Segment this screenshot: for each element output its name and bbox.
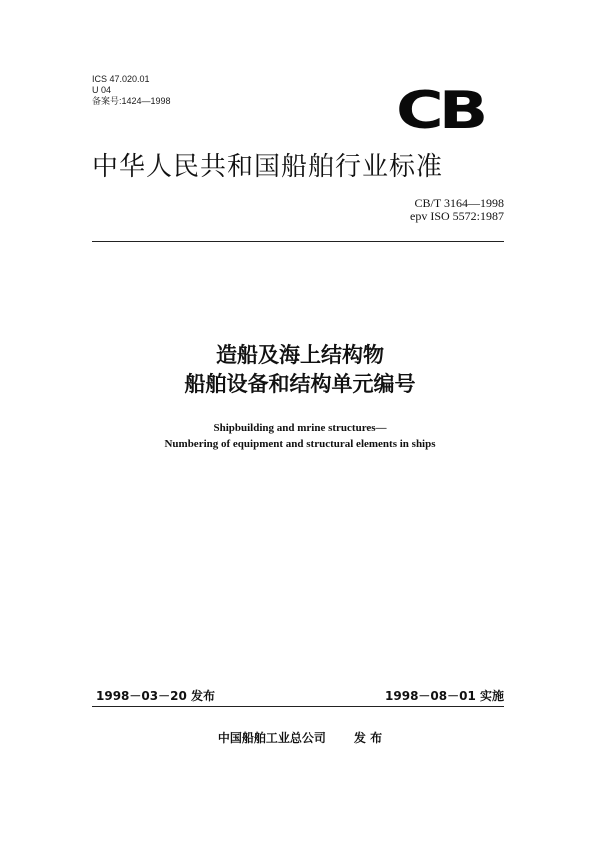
publisher-name: 中国船舶工业总公司 bbox=[217, 731, 326, 745]
ics-code: ICS 47.020.01 bbox=[92, 74, 150, 84]
document-title-cn-line2: 船舶设备和结构单元编号 bbox=[184, 372, 416, 396]
standard-category-title: 中华人民共和国船舶行业标准 bbox=[92, 152, 444, 182]
cb-logo: CB bbox=[396, 81, 484, 141]
document-title-en-line2: Numbering of equipment and structural elements in ships bbox=[164, 438, 436, 450]
u-code: U 04 bbox=[92, 85, 112, 95]
footer-divider bbox=[92, 706, 504, 707]
document-title-cn-line1: 造船及海上结构物 bbox=[216, 343, 384, 367]
equivalent-standard: epv ISO 5572:1987 bbox=[410, 209, 504, 223]
standard-number: CB/T 3164—1998 bbox=[414, 196, 504, 210]
publisher-line bbox=[0, 730, 600, 746]
issue-date: 1998－03－20 发布 bbox=[96, 689, 215, 703]
implementation-date: 1998－08－01 实施 bbox=[385, 689, 504, 703]
document-title-en-line1: Shipbuilding and mrine structures— bbox=[213, 422, 387, 434]
header-divider bbox=[92, 241, 504, 242]
filing-number: 备案号:1424—1998 bbox=[92, 96, 171, 106]
publisher-action: 发 布 bbox=[353, 731, 383, 745]
